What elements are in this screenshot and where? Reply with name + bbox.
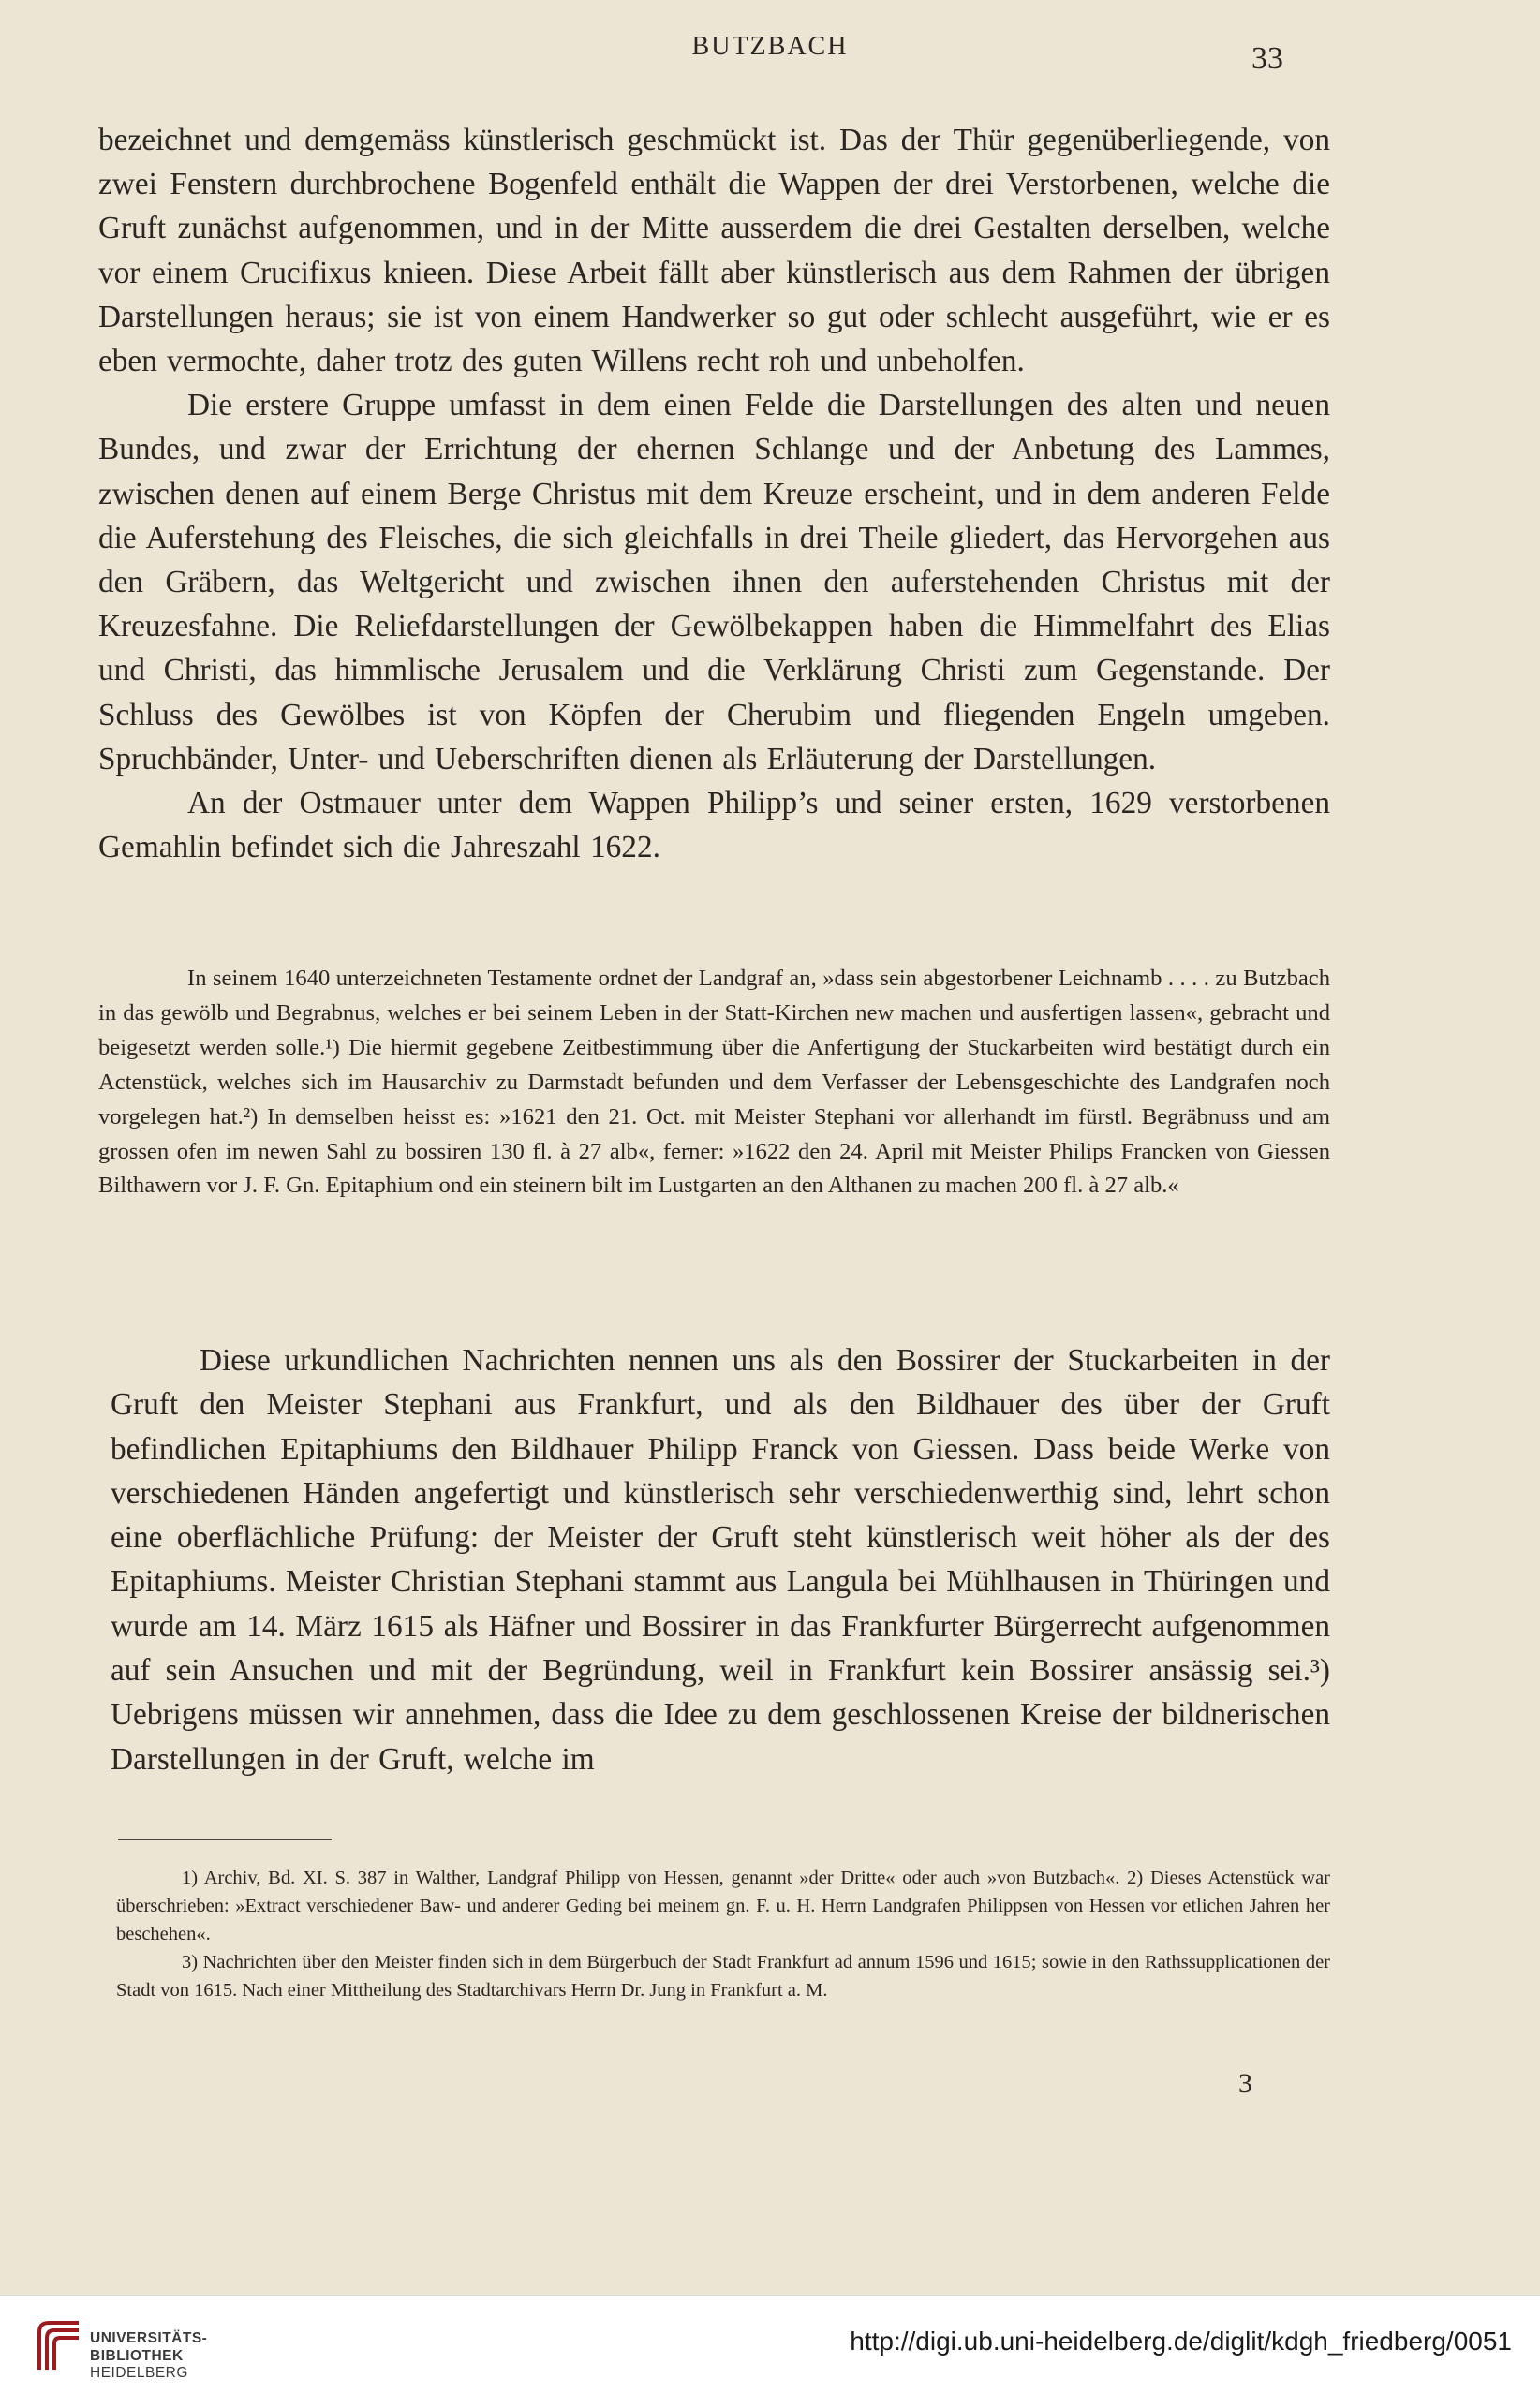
library-name-line-3: HEIDELBERG (90, 2365, 188, 2381)
main-text-upper (98, 118, 1330, 869)
library-name[interactable] (90, 2330, 207, 2383)
library-name-line-2: BIBLIOTHEK (90, 2347, 184, 2364)
paragraph-3: An der Ostmauer unter dem Wappen Philipp’s und seiner ersten, 1629 verstorbenen Gemahlin befindet sich die Jahreszahl 1622. (98, 786, 1330, 865)
footnote-3: 3) Nachrichten über den Meister finden sich in dem Bürgerbuch der Stadt Frankfurt ad annum 1596 und 1615; sowie in den Rathssupplicationen der Stadt von 1615. Nach einer Mittheilung des Stadtarchivars Herrn Dr. Jung in Frankfurt a. M. (116, 1952, 1330, 2001)
signature-mark: 3 (1238, 2068, 1252, 2099)
library-logo-icon[interactable] (32, 2315, 88, 2377)
library-name-line-1: UNIVERSITÄTS- (90, 2330, 208, 2346)
footnotes (116, 1864, 1330, 2004)
paragraph-1: bezeichnet und demgemäss künstlerisch geschmückt ist. Das der Thür gegenüberliegende, von zwei Fenstern durchbrochene Bogenfeld enthält die Wappen der drei Verstorbenen, welche die Gruft zunächst aufgenommen, und in der Mitte ausserdem die drei Gestalten derselben, welche vor einem Crucifixus knieen. Diese Arbeit fällt aber künstlerisch aus dem Rahmen der übrigen Darstellungen heraus; sie ist von einem Handwerker so gut oder schlecht ausgeführt, wie er es eben vermochte, daher trotz des guten Willens recht roh und unbeholfen. (98, 123, 1330, 379)
running-head: BUTZBACH (691, 32, 849, 61)
quotation-paragraph: In seinem 1640 unterzeichneten Testamente ordnet der Landgraf an, »dass sein abgestorbener Leichnamb . . . . zu Butzbach in das gewölb und Begrabnus, welches er bei seinem Leben in der Statt-Kirchen new machen und ausfertigen lassen«, gebracht und beigesetzt werden solle.¹) Die hiermit gegebene Zeitbestimmung über die Anfertigung der Stuckarbeiten wird bestätigt durch ein Actenstück, welches sich im Hausarchiv zu Darmstadt befunden und dem Verfasser der Lebensgeschichte des Landgrafen noch vorgelegen hat.²) In demselben heisst es: »1621 den 21. Oct. mit Meister Stephani vor allerhandt im fürstl. Begräbnuss und am grossen ofen im newen Sahl zu bossiren 130 fl. à 27 alb«, ferner: »1622 den 24. April mit Meister Philips Francken von Giessen Bilthawern vor J. F. Gn. Epitaphium ond ein steinern bilt im Lustgarten an den Althanen zu machen 200 fl. à 27 alb.« (98, 966, 1330, 1199)
document-quotation-block (98, 962, 1330, 1204)
source-url-link[interactable]: http://digi.ub.uni-heidelberg.de/diglit/kdgh_friedberg/0051 (850, 2327, 1512, 2356)
page-number: 33 (1251, 41, 1283, 76)
paragraph-2: Die erstere Gruppe umfasst in dem einen Felde die Darstellungen des alten und neuen Bundes, und zwar der Errichtung der ehernen Schlange und der Anbetung des Lammes, zwischen denen auf einem Berge Christus mit dem Kreuze erscheint, und in dem anderen Felde die Auferstehung des Fleisches, die sich gleichfalls in drei Theile gliedert, das Hervorgehen aus den Gräbern, das Weltgericht und zwischen ihnen den auferstehenden Christus mit der Kreuzesfahne. Die Reliefdarstellungen der Gewölbekappen haben die Himmelfahrt des Elias und Christi, das himmlische Jerusalem und die Verklärung Christi zum Gegenstande. Der Schluss des Gewölbes ist von Köpfen der Cherubim und fliegenden Engeln umgeben. Spruchbänder, Unter- und Ueberschriften dienen als Erläuterung der Darstellungen. (98, 388, 1330, 776)
footnote-1-2: 1) Archiv, Bd. XI. S. 387 in Walther, Landgraf Philipp von Hessen, genannt »der Dritte« oder auch »von Butzbach«. 2) Dieses Actenstück war überschrieben: »Extract verschiedener Baw- und anderer Geding bei meinem gn. F. u. H. Herrn Landgrafen Philippsen von Hessen vor etlichen Jahren her beschehen«. (116, 1868, 1330, 1944)
paragraph-4: Diese urkundlichen Nachrichten nennen uns als den Bossirer der Stuckarbeiten in der Gruft den Meister Stephani aus Frankfurt, und als den Bildhauer des über der Gruft befindlichen Epitaphiums den Bildhauer Philipp Franck von Giessen. Dass beide Werke von verschiedenen Händen angefertigt und künstlerisch sehr verschiedenwerthig sind, lehrt schon eine oberflächliche Prüfung: der Meister der Gruft steht künstlerisch weit höher als der des Epitaphiums. Meister Christian Stephani stammt aus Langula bei Mühlhausen in Thüringen und wurde am 14. März 1615 als Häfner und Bossirer in das Frankfurter Bürgerrecht aufgenommen auf sein Ansuchen und mit der Begründung, weil in Frankfurt kein Bossirer ansässig sei.³) Uebrigens müssen wir annehmen, dass die Idee zu dem geschlossenen Kreise der bildnerischen Darstellungen in der Gruft, welche im (111, 1343, 1330, 1777)
main-text-lower (111, 1338, 1330, 1781)
footnote-rule (118, 1839, 332, 1840)
